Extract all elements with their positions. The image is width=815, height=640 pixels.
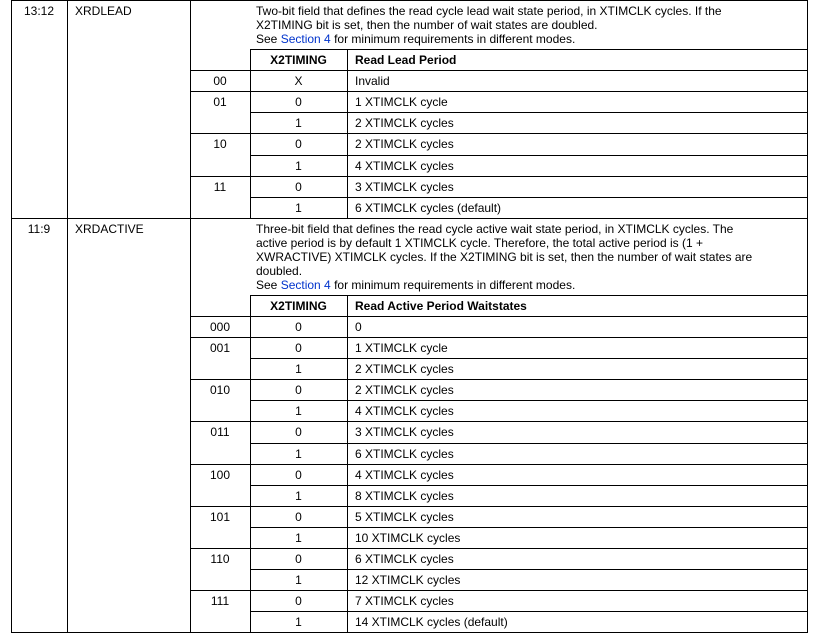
field-name: XRDACTIVE <box>75 221 144 236</box>
x2timing-value: 0 <box>295 341 302 355</box>
period-value: 6 XTIMCLK cycles <box>355 552 454 566</box>
period-value: 2 XTIMCLK cycles <box>355 137 454 152</box>
table-rule <box>250 569 807 570</box>
x2timing-value: 0 <box>295 552 302 566</box>
table-rule <box>190 506 807 507</box>
x2timing-value: 0 <box>295 509 302 524</box>
x2timing-value: 0 <box>295 467 302 482</box>
see-section-note <box>256 278 575 292</box>
bit-range: 11:9 <box>27 221 51 236</box>
bit-value: 100 <box>209 467 231 482</box>
table-rule <box>11 632 808 633</box>
bit-value: 000 <box>209 319 231 334</box>
x2timing-value: 0 <box>295 179 302 194</box>
table-rule <box>190 421 807 422</box>
period-value: 12 XTIMCLK cycles <box>355 573 461 588</box>
bit-value: 011 <box>210 425 230 440</box>
x2timing-value: 1 <box>295 404 302 419</box>
x2timing-value: 1 <box>295 615 302 630</box>
table-rule <box>250 49 251 218</box>
table-rule <box>11 0 808 1</box>
bit-value: 01 <box>213 95 227 110</box>
period-value: 2 XTIMCLK cycles <box>355 116 454 131</box>
x2timing-value: 1 <box>295 488 302 503</box>
table-rule <box>190 70 807 71</box>
table-rule <box>190 176 807 177</box>
section-link[interactable]: Section 4 <box>280 32 331 46</box>
column-header-period: Read Active Period Waitstates <box>355 298 527 313</box>
table-rule <box>250 527 807 528</box>
see-prefix: See <box>256 277 281 292</box>
x2timing-value: 0 <box>295 425 302 440</box>
period-value: 6 XTIMCLK cycles (default) <box>355 200 502 215</box>
table-rule <box>347 49 348 218</box>
table-rule <box>190 91 807 92</box>
see-prefix: See <box>256 32 281 46</box>
table-rule <box>250 295 807 296</box>
x2timing-value: 0 <box>295 594 302 609</box>
table-rule <box>250 155 807 156</box>
table-rule <box>250 485 807 486</box>
period-value: 14 XTIMCLK cycles (default) <box>355 615 508 630</box>
table-rule <box>250 611 807 612</box>
table-rule <box>250 112 807 113</box>
x2timing-value: 1 <box>295 446 302 461</box>
table-rule <box>807 0 808 219</box>
table-rule <box>250 49 807 50</box>
table-rule <box>190 316 807 317</box>
period-value: 7 XTIMCLK cycles <box>355 594 454 609</box>
see-section-note <box>256 32 575 46</box>
table-rule <box>190 548 807 549</box>
table-rule <box>11 0 12 218</box>
bit-value: 00 <box>213 74 227 89</box>
table-rule <box>347 295 348 633</box>
table-rule <box>190 218 191 633</box>
period-value: 5 XTIMCLK cycles <box>355 509 454 524</box>
period-value: 8 XTIMCLK cycles <box>355 488 454 503</box>
table-rule <box>250 400 807 401</box>
column-header-x2timing: X2TIMING <box>270 53 327 67</box>
table-rule <box>190 379 807 380</box>
x2timing-value: 1 <box>295 362 302 377</box>
x2timing-value: 1 <box>295 200 302 215</box>
field-description: Three-bit field that defines the read cycle active wait state period, in XTIMCLK cycles. The <box>256 221 734 236</box>
x2timing-value: 1 <box>295 116 302 131</box>
table-rule <box>190 0 191 218</box>
bit-value: 010 <box>209 383 231 398</box>
table-rule <box>11 218 808 219</box>
x2timing-value: 0 <box>295 319 302 334</box>
field-description: active period is by default 1 XTIMCLK cycle. Therefore, the total active period is (1 + <box>256 235 703 250</box>
table-rule <box>250 443 807 444</box>
period-value: 2 XTIMCLK cycles <box>355 362 454 377</box>
field-description: XWRACTIVE) XTIMCLK cycles. If the X2TIMING bit is set, then the number of wait states are <box>256 249 753 264</box>
x2timing-value: 0 <box>295 95 302 110</box>
bit-value: 001 <box>209 341 231 355</box>
period-value: 4 XTIMCLK cycles <box>355 467 454 482</box>
field-description: X2TIMING bit is set, then the number of wait states are doubled. <box>256 18 598 32</box>
field-description: doubled. <box>256 263 303 278</box>
x2timing-value: X <box>294 74 303 89</box>
table-rule <box>190 464 807 465</box>
bit-value: 10 <box>213 137 227 152</box>
bit-value: 111 <box>210 594 230 609</box>
see-suffix: for minimum requirements in different modes. <box>330 277 576 292</box>
bit-value: 101 <box>209 509 231 524</box>
period-value: 3 XTIMCLK cycles <box>355 179 454 194</box>
column-header-period: Read Lead Period <box>355 53 457 67</box>
period-value: 2 XTIMCLK cycles <box>355 383 454 398</box>
period-value: 1 XTIMCLK cycle <box>355 341 448 355</box>
x2timing-value: 1 <box>295 158 302 173</box>
section-link[interactable]: Section 4 <box>280 277 331 292</box>
bit-value: 110 <box>210 552 230 566</box>
table-rule <box>190 337 807 338</box>
table-rule <box>11 218 12 633</box>
field-name: XRDLEAD <box>75 4 132 18</box>
table-rule <box>190 590 807 591</box>
period-value: 4 XTIMCLK cycles <box>355 158 454 173</box>
period-value: 0 <box>355 319 362 334</box>
table-rule <box>250 197 807 198</box>
period-value: 3 XTIMCLK cycles <box>355 425 454 440</box>
x2timing-value: 0 <box>295 383 302 398</box>
see-suffix: for minimum requirements in different modes. <box>330 32 576 46</box>
bit-range: 13:12 <box>23 4 55 18</box>
table-rule <box>67 218 68 633</box>
x2timing-value: 1 <box>295 573 302 588</box>
period-value: 6 XTIMCLK cycles <box>355 446 454 461</box>
table-rule <box>190 133 807 134</box>
column-header-x2timing: X2TIMING <box>270 298 327 313</box>
period-value: Invalid <box>355 74 390 89</box>
x2timing-value: 1 <box>295 530 302 545</box>
period-value: 10 XTIMCLK cycles <box>355 530 461 545</box>
period-value: 4 XTIMCLK cycles <box>355 404 454 419</box>
field-description: Two-bit field that defines the read cycle lead wait state period, in XTIMCLK cycles. If the <box>256 4 722 18</box>
period-value: 1 XTIMCLK cycle <box>355 95 448 110</box>
table-rule <box>250 358 807 359</box>
table-rule <box>807 218 808 634</box>
table-rule <box>250 295 251 633</box>
table-rule <box>67 0 68 218</box>
x2timing-value: 0 <box>295 137 302 152</box>
bit-value: 11 <box>213 179 227 194</box>
